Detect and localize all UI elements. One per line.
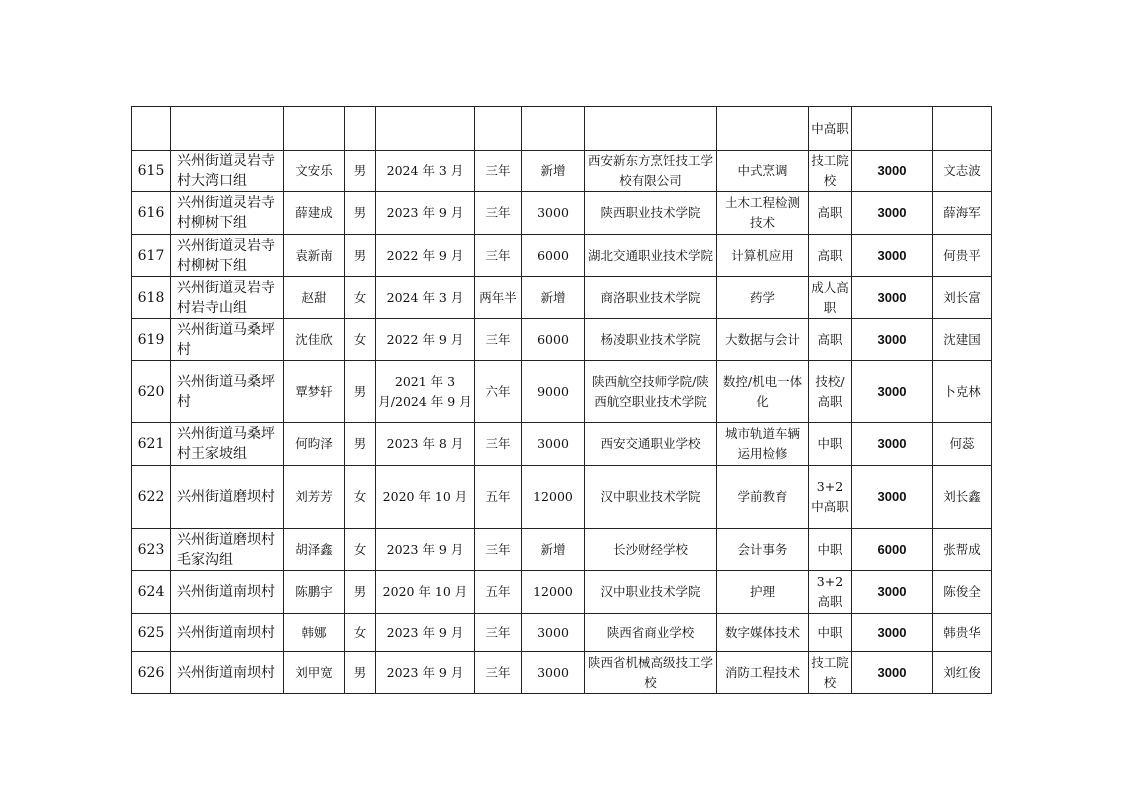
subsidy-amount-cell: 3000 bbox=[852, 192, 933, 235]
student-name-cell: 赵甜 bbox=[284, 277, 345, 319]
enrollment-date-cell: 2021 年 3 月/2024 年 9 月 bbox=[376, 361, 475, 423]
gender-cell: 男 bbox=[345, 423, 376, 466]
address-cell: 兴州街道马桑坪村王家坡组 bbox=[171, 423, 284, 466]
student-name-cell: 覃梦轩 bbox=[284, 361, 345, 423]
student-name-cell: 韩娜 bbox=[284, 614, 345, 652]
duration-cell: 三年 bbox=[475, 614, 522, 652]
subsidy-amount-cell: 3000 bbox=[852, 571, 933, 614]
row-number bbox=[132, 107, 171, 151]
level-cell: 中职 bbox=[809, 423, 852, 466]
table-row bbox=[132, 151, 992, 192]
address-cell: 兴州街道南坝村 bbox=[171, 652, 284, 694]
school-cell: 杨凌职业技术学院 bbox=[585, 319, 717, 361]
enrollment-date-cell: 2023 年 8 月 bbox=[376, 423, 475, 466]
gender-cell: 男 bbox=[345, 192, 376, 235]
guardian-cell: 陈俊全 bbox=[933, 571, 992, 614]
enrollment-date-cell: 2022 年 9 月 bbox=[376, 319, 475, 361]
enrollment-date-cell: 2020 年 10 月 bbox=[376, 571, 475, 614]
enrollment-date-cell: 2023 年 9 月 bbox=[376, 614, 475, 652]
student-name-cell: 袁新南 bbox=[284, 235, 345, 277]
row-number: 619 bbox=[132, 319, 171, 361]
major-cell: 大数据与会计 bbox=[717, 319, 809, 361]
duration-cell: 三年 bbox=[475, 151, 522, 192]
row-number: 625 bbox=[132, 614, 171, 652]
guardian-cell: 卜克林 bbox=[933, 361, 992, 423]
duration-cell: 三年 bbox=[475, 319, 522, 361]
level-cell: 3+2高职 bbox=[809, 571, 852, 614]
subsidy-amount-cell: 3000 bbox=[852, 235, 933, 277]
table-row bbox=[132, 652, 992, 694]
guardian-cell: 张帮成 bbox=[933, 529, 992, 571]
table-row bbox=[132, 571, 992, 614]
student-name-cell: 沈佳欣 bbox=[284, 319, 345, 361]
row-number: 618 bbox=[132, 277, 171, 319]
student-name-cell: 文安乐 bbox=[284, 151, 345, 192]
subsidy-amount-cell bbox=[852, 107, 933, 151]
major-cell: 数控/机电一体化 bbox=[717, 361, 809, 423]
table-row bbox=[132, 235, 992, 277]
table-row bbox=[132, 466, 992, 529]
school-cell: 陕西航空技师学院/陕西航空职业技术学院 bbox=[585, 361, 717, 423]
level-cell: 中职 bbox=[809, 614, 852, 652]
row-number: 622 bbox=[132, 466, 171, 529]
guardian-cell: 何贵平 bbox=[933, 235, 992, 277]
level-cell: 3+2中高职 bbox=[809, 466, 852, 529]
subsidy-amount-cell: 3000 bbox=[852, 466, 933, 529]
row-number: 620 bbox=[132, 361, 171, 423]
level-cell: 成人高职 bbox=[809, 277, 852, 319]
subsidy-amount-cell: 3000 bbox=[852, 614, 933, 652]
address-cell: 兴州街道马桑坪村 bbox=[171, 319, 284, 361]
table-row bbox=[132, 529, 992, 571]
gender-cell: 女 bbox=[345, 529, 376, 571]
duration-cell: 三年 bbox=[475, 423, 522, 466]
major-cell: 中式烹调 bbox=[717, 151, 809, 192]
major-cell: 消防工程技术 bbox=[717, 652, 809, 694]
subsidy-amount-cell: 3000 bbox=[852, 319, 933, 361]
guardian-cell: 韩贵华 bbox=[933, 614, 992, 652]
school-cell: 长沙财经学校 bbox=[585, 529, 717, 571]
level-cell: 技校/高职 bbox=[809, 361, 852, 423]
student-name-cell: 刘甲宽 bbox=[284, 652, 345, 694]
row-number: 626 bbox=[132, 652, 171, 694]
subsidy-amount-cell: 3000 bbox=[852, 361, 933, 423]
address-cell bbox=[171, 107, 284, 151]
major-cell: 会计事务 bbox=[717, 529, 809, 571]
enrollment-date-cell: 2023 年 9 月 bbox=[376, 529, 475, 571]
address-cell: 兴州街道灵岩寺村柳树下组 bbox=[171, 192, 284, 235]
gender-cell: 女 bbox=[345, 614, 376, 652]
duration-cell: 三年 bbox=[475, 529, 522, 571]
table-row bbox=[132, 192, 992, 235]
guardian-cell: 刘长富 bbox=[933, 277, 992, 319]
school-cell: 陕西职业技术学院 bbox=[585, 192, 717, 235]
enrollment-date-cell: 2022 年 9 月 bbox=[376, 235, 475, 277]
gender-cell: 女 bbox=[345, 277, 376, 319]
duration-cell: 五年 bbox=[475, 571, 522, 614]
subsidy-amount-cell: 3000 bbox=[852, 151, 933, 192]
gender-cell: 女 bbox=[345, 319, 376, 361]
address-cell: 兴州街道磨坝村 bbox=[171, 466, 284, 529]
student-name-cell: 陈鹏宇 bbox=[284, 571, 345, 614]
table-row bbox=[132, 107, 992, 151]
major-cell: 护理 bbox=[717, 571, 809, 614]
tuition-cell: 新增 bbox=[522, 277, 585, 319]
row-number: 624 bbox=[132, 571, 171, 614]
major-cell: 计算机应用 bbox=[717, 235, 809, 277]
address-cell: 兴州街道灵岩寺村岩寺山组 bbox=[171, 277, 284, 319]
guardian-cell: 沈建国 bbox=[933, 319, 992, 361]
gender-cell: 男 bbox=[345, 151, 376, 192]
enrollment-date-cell: 2024 年 3 月 bbox=[376, 277, 475, 319]
address-cell: 兴州街道马桑坪村 bbox=[171, 361, 284, 423]
student-name-cell bbox=[284, 107, 345, 151]
enrollment-date-cell bbox=[376, 107, 475, 151]
tuition-cell: 3000 bbox=[522, 652, 585, 694]
guardian-cell bbox=[933, 107, 992, 151]
tuition-cell: 6000 bbox=[522, 235, 585, 277]
school-cell bbox=[585, 107, 717, 151]
duration-cell bbox=[475, 107, 522, 151]
tuition-cell bbox=[522, 107, 585, 151]
enrollment-date-cell: 2020 年 10 月 bbox=[376, 466, 475, 529]
enrollment-date-cell: 2024 年 3 月 bbox=[376, 151, 475, 192]
enrollment-date-cell: 2023 年 9 月 bbox=[376, 652, 475, 694]
row-number: 621 bbox=[132, 423, 171, 466]
subsidy-amount-cell: 3000 bbox=[852, 277, 933, 319]
tuition-cell: 9000 bbox=[522, 361, 585, 423]
school-cell: 汉中职业技术学院 bbox=[585, 571, 717, 614]
duration-cell: 六年 bbox=[475, 361, 522, 423]
table-row bbox=[132, 361, 992, 423]
level-cell: 技工院校 bbox=[809, 151, 852, 192]
duration-cell: 三年 bbox=[475, 652, 522, 694]
tuition-cell: 12000 bbox=[522, 571, 585, 614]
major-cell bbox=[717, 107, 809, 151]
student-name-cell: 刘芳芳 bbox=[284, 466, 345, 529]
tuition-cell: 3000 bbox=[522, 423, 585, 466]
address-cell: 兴州街道灵岩寺村柳树下组 bbox=[171, 235, 284, 277]
major-cell: 土木工程检测技术 bbox=[717, 192, 809, 235]
subsidy-table bbox=[131, 106, 992, 694]
gender-cell: 男 bbox=[345, 361, 376, 423]
tuition-cell: 新增 bbox=[522, 529, 585, 571]
gender-cell bbox=[345, 107, 376, 151]
address-cell: 兴州街道南坝村 bbox=[171, 614, 284, 652]
tuition-cell: 3000 bbox=[522, 614, 585, 652]
duration-cell: 五年 bbox=[475, 466, 522, 529]
row-number: 615 bbox=[132, 151, 171, 192]
school-cell: 陕西省机械高级技工学校 bbox=[585, 652, 717, 694]
duration-cell: 三年 bbox=[475, 192, 522, 235]
table-row bbox=[132, 319, 992, 361]
school-cell: 陕西省商业学校 bbox=[585, 614, 717, 652]
tuition-cell: 新增 bbox=[522, 151, 585, 192]
major-cell: 城市轨道车辆运用检修 bbox=[717, 423, 809, 466]
table-row bbox=[132, 614, 992, 652]
school-cell: 汉中职业技术学院 bbox=[585, 466, 717, 529]
gender-cell: 男 bbox=[345, 652, 376, 694]
row-number: 616 bbox=[132, 192, 171, 235]
level-cell: 中职 bbox=[809, 529, 852, 571]
major-cell: 药学 bbox=[717, 277, 809, 319]
gender-cell: 女 bbox=[345, 466, 376, 529]
row-number: 617 bbox=[132, 235, 171, 277]
student-name-cell: 何昀泽 bbox=[284, 423, 345, 466]
duration-cell: 两年半 bbox=[475, 277, 522, 319]
address-cell: 兴州街道灵岩寺村大湾口组 bbox=[171, 151, 284, 192]
level-cell: 中高职 bbox=[809, 107, 852, 151]
address-cell: 兴州街道南坝村 bbox=[171, 571, 284, 614]
tuition-cell: 3000 bbox=[522, 192, 585, 235]
tuition-cell: 12000 bbox=[522, 466, 585, 529]
major-cell: 学前教育 bbox=[717, 466, 809, 529]
table-row bbox=[132, 423, 992, 466]
guardian-cell: 何蕊 bbox=[933, 423, 992, 466]
level-cell: 高职 bbox=[809, 235, 852, 277]
level-cell: 高职 bbox=[809, 192, 852, 235]
gender-cell: 男 bbox=[345, 235, 376, 277]
school-cell: 西安交通职业学校 bbox=[585, 423, 717, 466]
subsidy-amount-cell: 3000 bbox=[852, 652, 933, 694]
level-cell: 技工院校 bbox=[809, 652, 852, 694]
school-cell: 西安新东方烹饪技工学校有限公司 bbox=[585, 151, 717, 192]
school-cell: 商洛职业技术学院 bbox=[585, 277, 717, 319]
guardian-cell: 刘红俊 bbox=[933, 652, 992, 694]
subsidy-amount-cell: 3000 bbox=[852, 423, 933, 466]
tuition-cell: 6000 bbox=[522, 319, 585, 361]
level-cell: 高职 bbox=[809, 319, 852, 361]
school-cell: 湖北交通职业技术学院 bbox=[585, 235, 717, 277]
major-cell: 数字媒体技术 bbox=[717, 614, 809, 652]
subsidy-amount-cell: 6000 bbox=[852, 529, 933, 571]
gender-cell: 男 bbox=[345, 571, 376, 614]
guardian-cell: 刘长鑫 bbox=[933, 466, 992, 529]
row-number: 623 bbox=[132, 529, 171, 571]
table-row bbox=[132, 277, 992, 319]
enrollment-date-cell: 2023 年 9 月 bbox=[376, 192, 475, 235]
duration-cell: 三年 bbox=[475, 235, 522, 277]
guardian-cell: 薛海军 bbox=[933, 192, 992, 235]
guardian-cell: 文志波 bbox=[933, 151, 992, 192]
address-cell: 兴州街道磨坝村毛家沟组 bbox=[171, 529, 284, 571]
student-name-cell: 薛建成 bbox=[284, 192, 345, 235]
student-name-cell: 胡泽鑫 bbox=[284, 529, 345, 571]
